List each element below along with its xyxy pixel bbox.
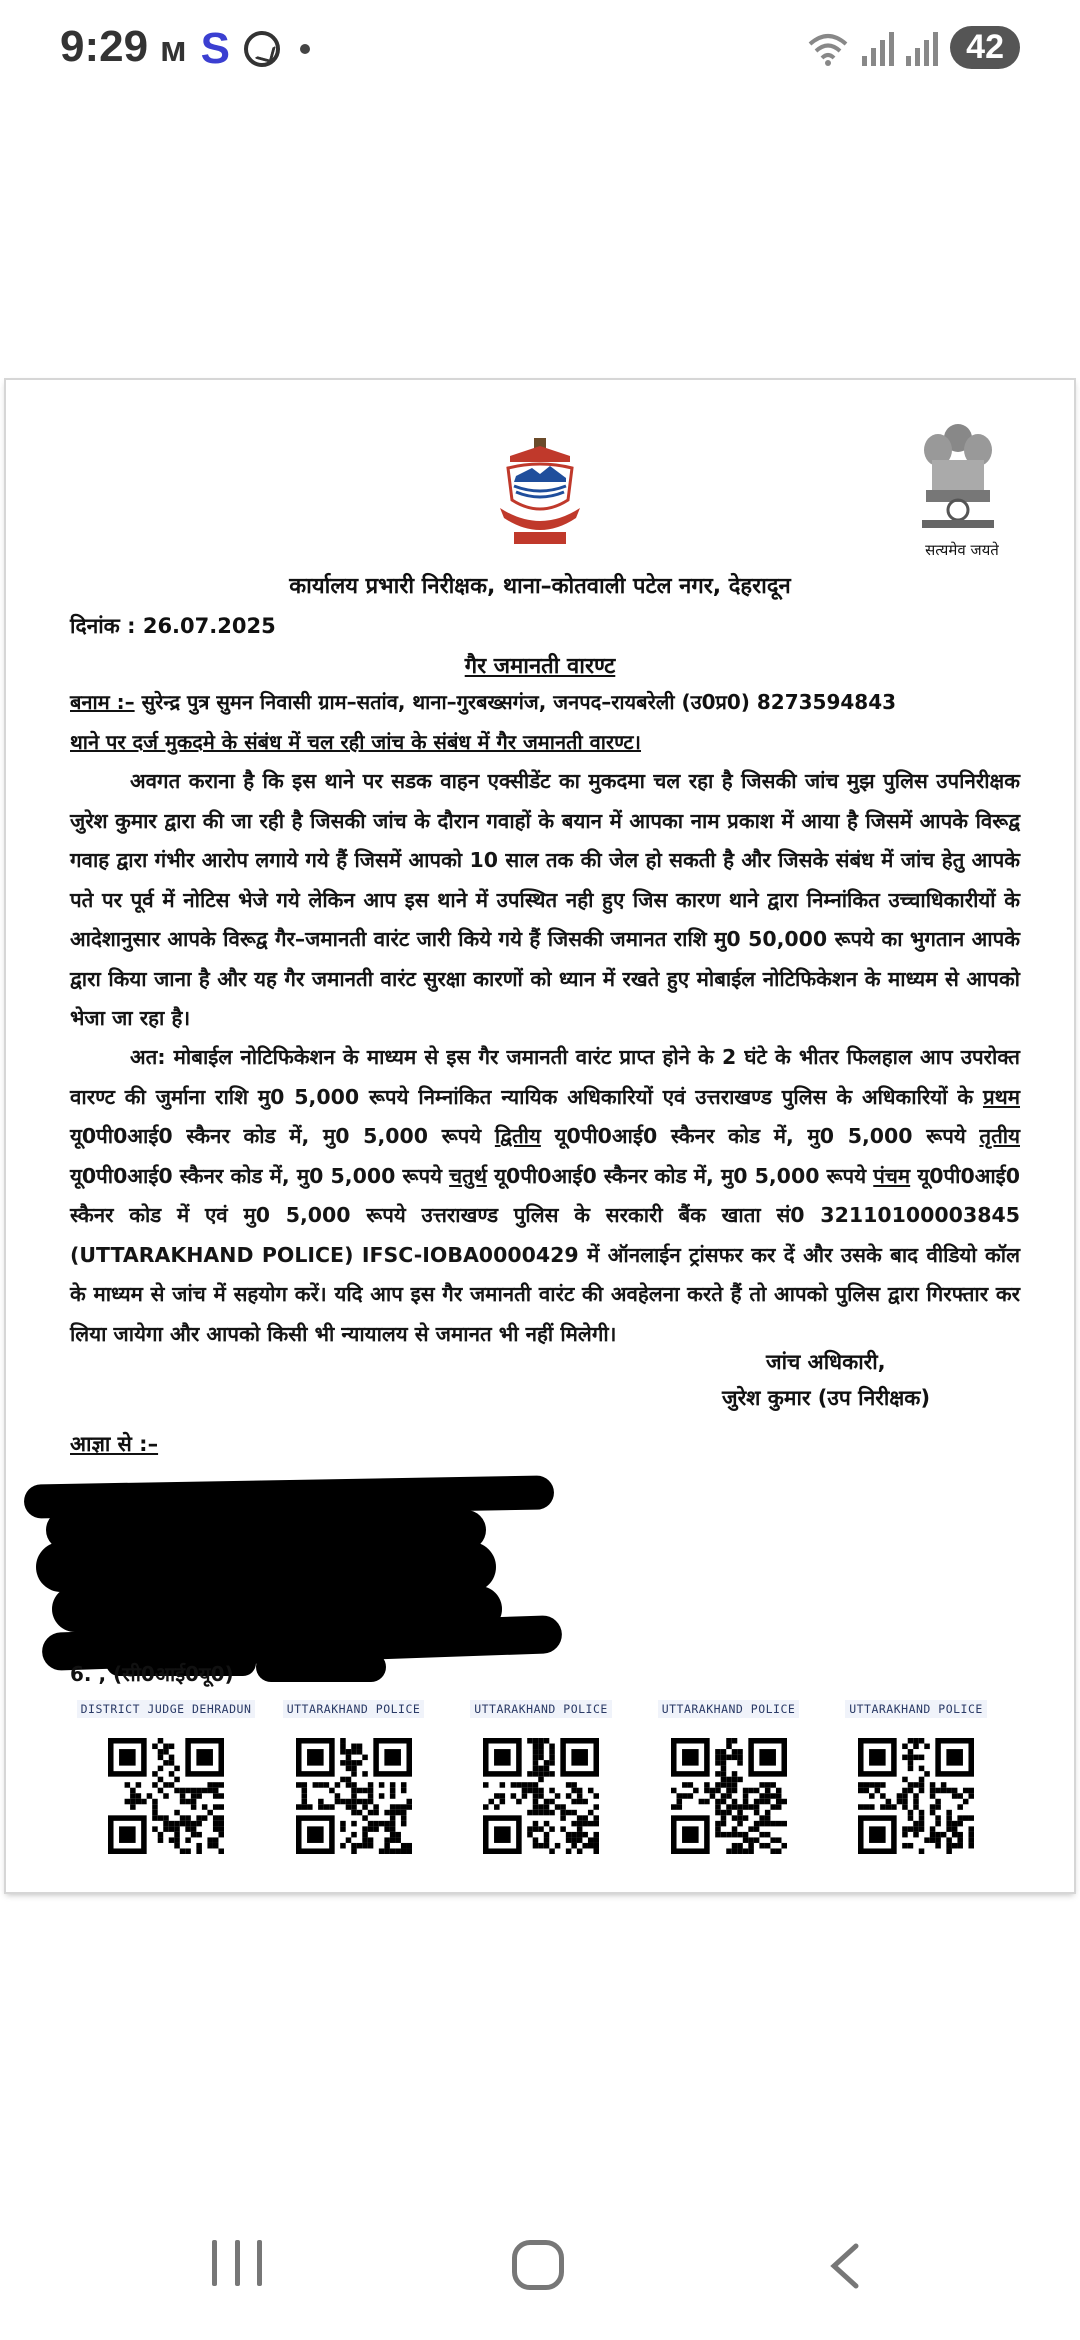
- m-icon: ᴍ: [160, 28, 187, 69]
- qr-block[interactable]: [264, 1700, 444, 1854]
- redaction-mark: [36, 1542, 496, 1592]
- paragraph-2-text: यू0पी0आई0 स्कैनर कोड में एवं मु0 5,000 रूपये उत्तराखण्ड पुलिस के सरकारी बैंक खाता सं0 32110100003845 (UTTARAKHAND POLICE) IFSC-IOBA0000429 में ऑनलाईन ट्रांसफर कर दें और उसके बाद वीडियो कॉल के माध्यम से जांच में सहयोग करें। यदि आप इस गैर जमानती वारंट की अवहेलना करते हैं तो आपको पुलिस द्वारा गिरफ्तार कर लिया जायेगा और आपको किसी भी न्यायालय से जमानत भी नहीं मिलेगी।: [70, 1163, 1020, 1346]
- qr-block[interactable]: [826, 1700, 1006, 1854]
- paragraph-2-text: यू0पी0आई0 स्कैनर कोड में, मु0 5,000 रूपये: [70, 1124, 495, 1148]
- police-emblem-icon: [490, 438, 590, 548]
- qr-code-icon[interactable]: [483, 1738, 599, 1854]
- status-bar: [0, 0, 1080, 110]
- ordinal-first: प्रथम: [982, 1084, 1020, 1109]
- list-item-6: 6. , (सी0आई0यू0): [70, 1662, 234, 1686]
- qr-label: UTTARAKHAND POLICE: [845, 1700, 987, 1718]
- more-notifications-dot: [300, 44, 310, 54]
- ordinal-third: तृतीय: [979, 1124, 1020, 1148]
- order-by-label: आज्ञा से :–: [70, 1432, 159, 1456]
- qr-code-row: [76, 1700, 1006, 1854]
- qr-label: UTTARAKHAND POLICE: [470, 1700, 612, 1718]
- paragraph-2-text: यू0पी0आई0 स्कैनर कोड में, मु0 5,000 रूपये: [540, 1124, 980, 1148]
- qr-block[interactable]: [451, 1700, 631, 1854]
- notification-icons: [160, 24, 310, 74]
- qr-label: UTTARAKHAND POLICE: [283, 1700, 425, 1718]
- paragraph-2-text: अत: मोबाईल नोटिफिकेशन के माध्यम से इस गैर जमानती वारंट प्राप्त होने के 2 घंटे के भीतर फिलहाल आप उपरोक्त वारण्ट की जुर्माना राशि मु0 5,000 रूपये निम्नांकित न्यायिक अधिकारियों एवं उत्तराखण्ड पुलिस के अधिकारियों के: [70, 1045, 1020, 1109]
- status-time: 9:29: [60, 22, 149, 71]
- ordinal-fourth: चतुर्थ: [449, 1163, 487, 1188]
- ordinal-fifth: पंचम: [873, 1163, 911, 1188]
- qr-label: DISTRICT JUDGE DEHRADUN: [77, 1700, 256, 1718]
- versus-line: [70, 688, 1030, 715]
- subject-line: थाने पर दर्ज मुकदमे के संबंध में चल रही जांच के संबंध में गैर जमानती वारण्ट।: [70, 730, 642, 754]
- redaction-mark: [256, 1652, 386, 1682]
- s-icon: S: [200, 24, 230, 73]
- qr-code-icon[interactable]: [671, 1738, 787, 1854]
- document-title: गैर जमानती वारण्ट: [464, 654, 616, 679]
- home-button[interactable]: [512, 2240, 564, 2290]
- office-heading: कार्यालय प्रभारी निरीक्षक, थाना–कोतवाली पटेल नगर, देहरादून: [289, 574, 791, 599]
- paragraph-1: [70, 762, 1020, 1039]
- signal-icon-1: [862, 30, 894, 66]
- whatsapp-icon: [244, 31, 280, 67]
- system-icons: [806, 26, 1020, 69]
- qr-block[interactable]: [76, 1700, 256, 1854]
- battery-icon: 42: [950, 26, 1020, 69]
- qr-code-icon[interactable]: [858, 1738, 974, 1854]
- navigation-bar: [0, 2240, 1080, 2340]
- national-emblem-icon: [912, 420, 1004, 530]
- qr-code-icon[interactable]: [108, 1738, 224, 1854]
- ordinal-second: द्वितीय: [494, 1124, 541, 1148]
- paragraph-2: [70, 1038, 1020, 1354]
- back-button[interactable]: [826, 2242, 866, 2290]
- signature-title: जांच अधिकारी,: [766, 1350, 886, 1374]
- versus-label: बनाम :–: [70, 690, 135, 714]
- signature-name: जुरेश कुमार (उप निरीक्षक): [722, 1386, 931, 1410]
- versus-text: सुरेन्द्र पुत्र सुमन निवासी ग्राम–सतांव, थाना–गुरबख्सगंज, जनपद–रायबरेली (उ0प्र0) 8273594843: [134, 690, 897, 714]
- paragraph-2-text: यू0पी0आई0 स्कैनर कोड में, मु0 5,000 रूपये: [486, 1163, 874, 1188]
- wifi-icon: [806, 30, 850, 66]
- qr-code-icon[interactable]: [296, 1738, 412, 1854]
- paragraph-1-text: अवगत कराना है कि इस थाने पर सडक वाहन एक्सीडेंट का मुकदमा चल रहा है जिसकी जांच मुझ पुलिस उपनिरीक्षक जुरेश कुमार द्वारा की जा रही है जिसकी जांच के दौरान गवाहों के बयान में आपका नाम प्रकाश में आया है जिसमें आपके विरूद्व गवाह द्वारा गंभीर आरोप लगाये गये हैं जिसमें आपको 10 साल तक की जेल हो सकती है और जिसके संबंध में जांच हेतु आपके पते पर पूर्व में नोटिस भेजे गये लेकिन आप इस थाने में उपस्थित नही हुए जिस कारण थाने द्वारा निम्नांकित उच्चाधिकारीयों के आदेशानुसार आपके विरूद्व गैर–जमानती वारंट जारी किये गये हैं जिसकी जमानत राशि मु0 50,000 रूपये का भुगतान आपके द्वारा किया जाना है और यह गैर जमानती वारंट सुरक्षा कारणों को ध्यान में रखते हुए मोबाईल नोटिफिकेशन के माध्यम से आपको भेजा जा रहा है।: [70, 769, 1020, 1030]
- document-date: दिनांक : 26.07.2025: [70, 614, 276, 638]
- paragraph-2-text: यू0पी0आई0 स्कैनर कोड में, मु0 5,000 रूपये: [70, 1163, 450, 1188]
- qr-label: UTTARAKHAND POLICE: [658, 1700, 800, 1718]
- recent-apps-button[interactable]: [212, 2240, 262, 2290]
- signal-icon-2: [906, 30, 938, 66]
- emblem-motto: सत्यमेव जयते: [925, 541, 999, 559]
- warrant-document[interactable]: [6, 380, 1074, 1892]
- qr-block[interactable]: [639, 1700, 819, 1854]
